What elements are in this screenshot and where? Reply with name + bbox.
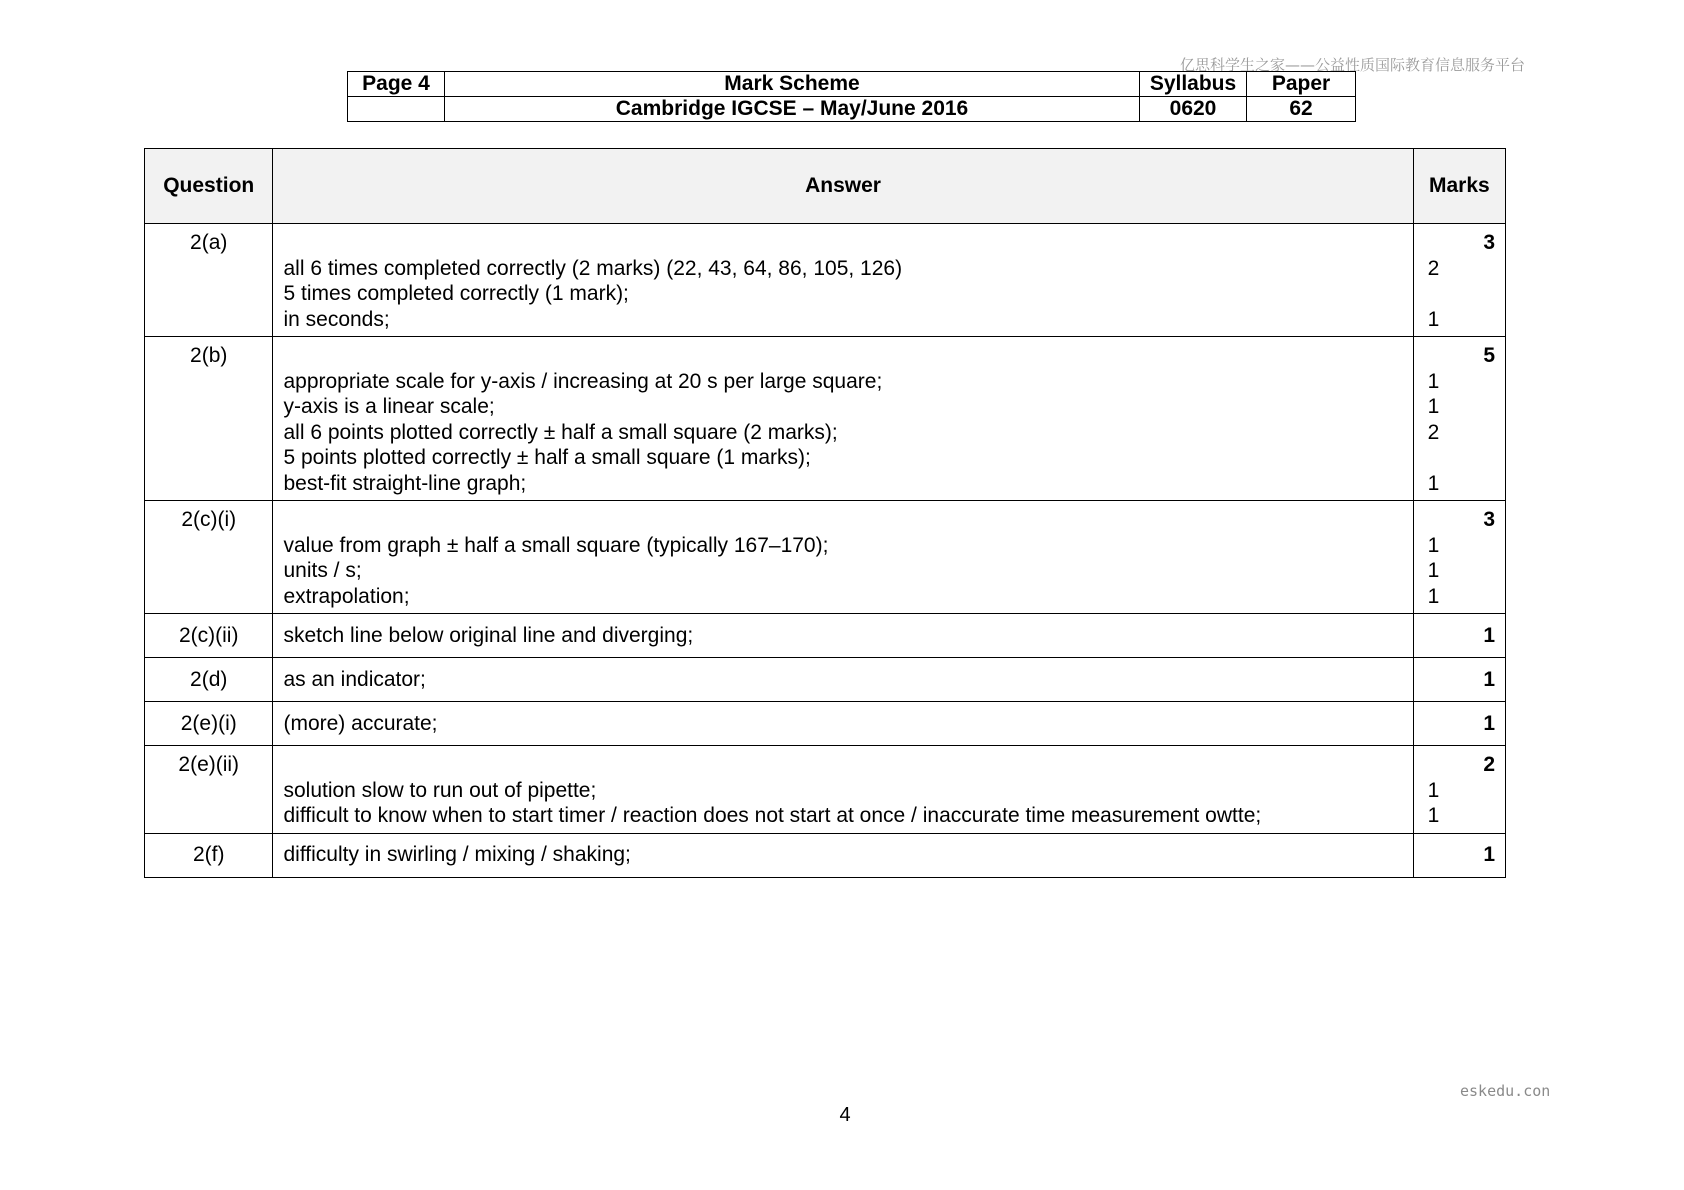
- sub-mark: 1: [1427, 804, 1440, 827]
- page-number: 4: [839, 1104, 851, 1126]
- sub-mark: [1428, 445, 1495, 471]
- answer-line: solution slow to run out of pipette;: [283, 778, 597, 802]
- header-paper-label: Paper: [1247, 72, 1356, 97]
- sub-mark: 1: [1427, 395, 1440, 418]
- question-number: 2(c)(ii): [145, 614, 273, 658]
- answer-line: 5 times completed correctly (1 mark);: [283, 282, 629, 305]
- column-header-question: Question: [145, 149, 273, 224]
- header-page-label: Page 4: [348, 72, 445, 97]
- marks-cell: [1413, 658, 1505, 702]
- question-number: 2(c)(i): [145, 501, 273, 614]
- question-number: 2(b): [145, 337, 273, 501]
- sub-mark: 1: [1427, 778, 1440, 802]
- sub-mark: 2: [1427, 420, 1440, 444]
- answer-line: units / s;: [283, 559, 362, 582]
- sub-mark: 1: [1427, 559, 1440, 582]
- table-header-row: [145, 149, 1506, 224]
- total-marks: 2: [1483, 753, 1495, 776]
- sub-mark: 1: [1427, 369, 1440, 393]
- answer-line: difficult to know when to start timer / reaction does not start at once / inaccurate time measurement owtte;: [283, 804, 1262, 827]
- sub-mark: 1: [1427, 584, 1440, 608]
- answer-cell: (more) accurate;: [273, 702, 1413, 746]
- header-row-1: [348, 72, 1356, 97]
- header-title: Mark Scheme: [445, 72, 1140, 97]
- answer-cell: [273, 501, 1413, 614]
- answer-line: all 6 times completed correctly (2 marks) (22, 43, 64, 86, 105, 126): [283, 256, 903, 280]
- total-marks: 5: [1483, 344, 1495, 367]
- question-number: 2(d): [145, 658, 273, 702]
- answer-line: 5 points plotted correctly ± half a small square (1 marks);: [283, 446, 811, 469]
- question-number: 2(e)(i): [145, 702, 273, 746]
- answer-line: best-fit straight-line graph;: [283, 471, 527, 495]
- column-header-answer: Answer: [273, 149, 1413, 224]
- marks-cell: [1413, 614, 1505, 658]
- marks-cell: [1413, 501, 1505, 614]
- marks-cell: [1413, 224, 1505, 337]
- table-row: [145, 658, 1506, 702]
- total-marks: 3: [1483, 231, 1495, 254]
- watermark-top-text: 亿思科学生之家——公益性质国际教育信息服务平台: [1180, 56, 1526, 74]
- table-row: [145, 224, 1506, 337]
- question-number: 2(a): [145, 224, 273, 337]
- answer-cell: difficulty in swirling / mixing / shaking;: [273, 833, 1413, 877]
- table-row: [145, 746, 1506, 834]
- header-page-blank: [348, 97, 445, 122]
- answer-line: y-axis is a linear scale;: [283, 395, 495, 418]
- sub-mark: 1: [1427, 533, 1440, 557]
- total-marks: 3: [1483, 508, 1495, 531]
- header-row-2: [348, 97, 1356, 122]
- table-row: [145, 614, 1506, 658]
- table-row: [145, 337, 1506, 501]
- question-number: 2(f): [145, 833, 273, 877]
- answer-line: appropriate scale for y-axis / increasing at 20 s per large square;: [283, 369, 883, 393]
- total-marks: 1: [1483, 711, 1495, 735]
- watermark-bottom-text: eskedu.con: [1460, 1082, 1551, 1100]
- total-marks: 1: [1483, 667, 1495, 691]
- marks-cell: [1413, 746, 1505, 834]
- total-marks: 1: [1483, 623, 1495, 647]
- answer-line: extrapolation;: [283, 584, 410, 608]
- table-row: [145, 702, 1506, 746]
- answer-cell: [273, 224, 1413, 337]
- answer-cell: as an indicator;: [273, 658, 1413, 702]
- sub-mark: [1428, 281, 1495, 307]
- header-exam-title: Cambridge IGCSE – May/June 2016: [445, 97, 1140, 122]
- table-row: [145, 501, 1506, 614]
- answer-cell: [273, 337, 1413, 501]
- header-table: [347, 71, 1356, 122]
- marks-cell: [1413, 702, 1505, 746]
- sub-mark: 1: [1427, 471, 1440, 495]
- sub-mark: 2: [1427, 256, 1440, 280]
- answer-cell: [273, 746, 1413, 834]
- header-syllabus-label: Syllabus: [1140, 72, 1247, 97]
- mark-scheme-table: [144, 148, 1506, 878]
- sub-mark: 1: [1427, 307, 1440, 331]
- answer-line: in seconds;: [283, 307, 390, 331]
- answer-line: all 6 points plotted correctly ± half a small square (2 marks);: [283, 420, 838, 444]
- total-marks: 1: [1483, 843, 1495, 867]
- marks-cell: [1413, 337, 1505, 501]
- answer-line: value from graph ± half a small square (typically 167–170);: [283, 533, 829, 557]
- header-syllabus-code: 0620: [1140, 97, 1247, 122]
- header-paper-number: 62: [1247, 97, 1356, 122]
- column-header-marks: Marks: [1413, 149, 1505, 224]
- answer-cell: sketch line below original line and diverging;: [273, 614, 1413, 658]
- question-number: 2(e)(ii): [145, 746, 273, 834]
- table-row: [145, 833, 1506, 877]
- marks-cell: [1413, 833, 1505, 877]
